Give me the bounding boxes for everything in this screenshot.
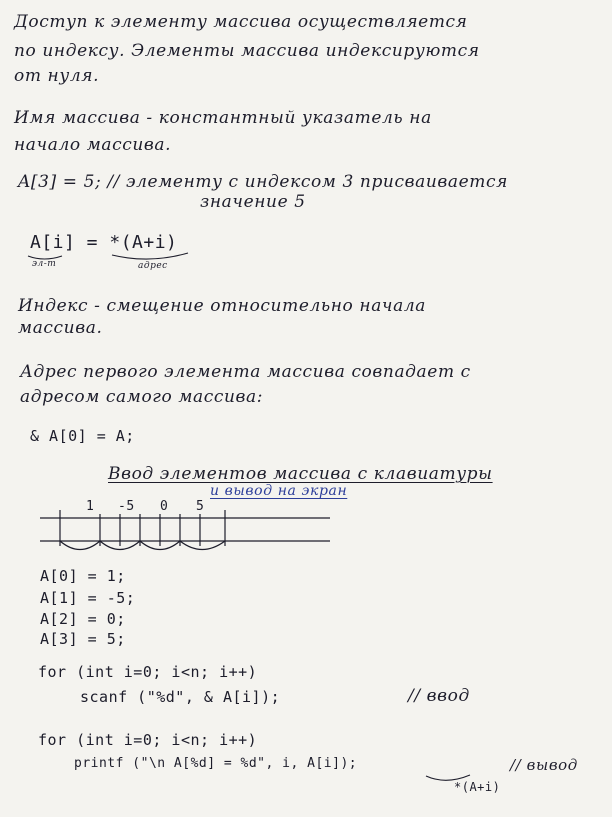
assignment-line: A[3] = 5; (40, 630, 126, 648)
pointer-expression: A[i] = *(A+i) (30, 232, 178, 253)
brace-underline (28, 256, 62, 259)
output-note: *(A+i) (454, 780, 501, 794)
output-comment: // вывод (510, 756, 578, 774)
cell-value-label: -5 (118, 499, 135, 514)
section-subtitle: и вывод на экран (210, 483, 348, 499)
assignment-line: A[2] = 0; (40, 610, 126, 628)
brace-underline (112, 253, 188, 259)
assign-line-2: значение 5 (200, 192, 306, 212)
cell-arc (60, 541, 100, 550)
name-line-2: начало массива. (14, 135, 172, 155)
index-line-2: массива. (18, 318, 103, 338)
output-loop-body: printf ("\n A[%d] = %d", i, A[i]); (74, 756, 358, 771)
cell-value-label: 1 (86, 499, 95, 514)
address-line-2: адресом самого массива: (20, 387, 264, 407)
intro-line-2: по индексу. Элементы массива индексируются (14, 41, 480, 61)
intro-line-3: от нуля. (14, 66, 100, 86)
assign-line-1: A[3] = 5; // элементу с индексом 3 присваивается (18, 172, 508, 192)
name-line-1: Имя массива - константный указатель на (14, 108, 432, 128)
cell-value-label: 5 (196, 499, 205, 514)
address-line-1: Адрес первого элемента массива совпадает с (20, 362, 471, 382)
index-line-1: Индекс - смещение относительно начала (18, 296, 427, 316)
pointer-address-label: адрес (138, 261, 168, 271)
assignment-line: A[0] = 1; (40, 567, 126, 585)
assignment-line: A[1] = -5; (40, 589, 136, 607)
input-loop-body: scanf ("%d", & A[i]); (80, 688, 281, 706)
brace-underline (426, 775, 470, 780)
input-loop-header: for (int i=0; i<n; i++) (38, 663, 258, 681)
cell-arc (180, 541, 225, 550)
pointer-element-label: эл-т (32, 259, 57, 269)
address-expression: & A[0] = A; (30, 427, 135, 445)
output-loop-header: for (int i=0; i<n; i++) (38, 731, 258, 749)
section-title: Ввод элементов массива с клавиатуры (108, 464, 493, 484)
input-comment: // ввод (408, 686, 470, 706)
array-diagram (40, 510, 330, 550)
cell-value-label: 0 (160, 499, 169, 514)
intro-line-1: Доступ к элементу массива осуществляется (14, 12, 468, 32)
